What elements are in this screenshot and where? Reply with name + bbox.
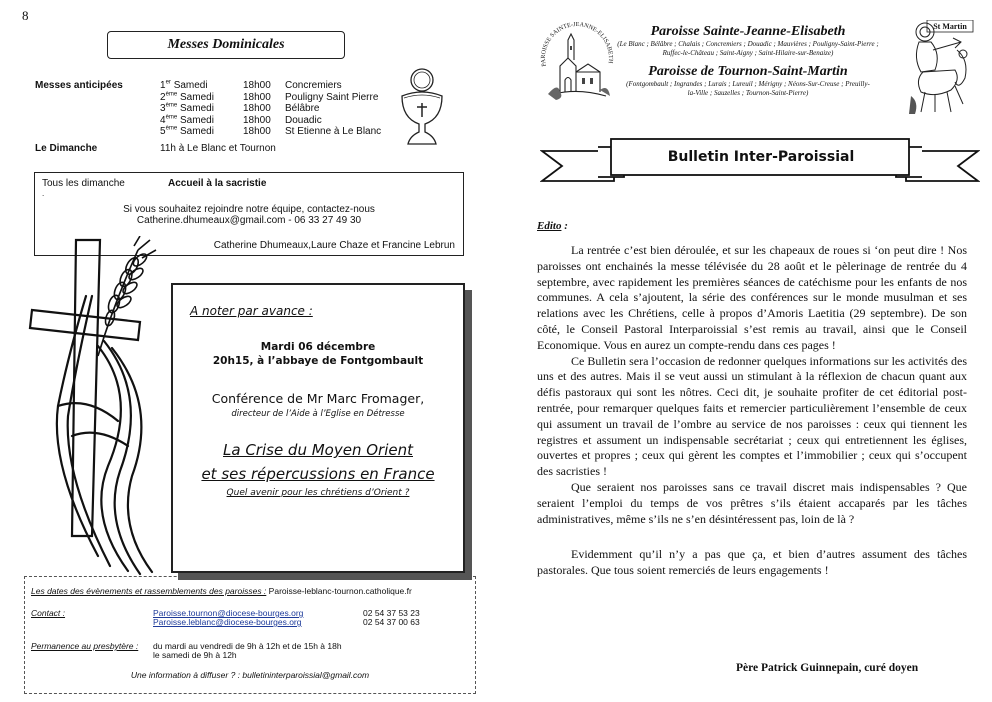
row-sup: ème bbox=[165, 114, 178, 121]
row-day: Samedi bbox=[180, 114, 214, 126]
row-day: Samedi bbox=[180, 103, 214, 114]
diffuser-line: Une information à diffuser ? : bulletininterparoissial@gmail.com bbox=[130, 670, 370, 680]
anticipees-row bbox=[160, 103, 400, 115]
noter-time-place: 20h15, à l’abbaye de Fontgombault bbox=[212, 355, 424, 367]
row-sup: er bbox=[165, 79, 171, 86]
noter-title-line1: La Crise du Moyen Orient bbox=[223, 441, 413, 459]
sacristie-left-label: Tous les dimanche bbox=[42, 178, 125, 189]
email-tournon-link[interactable]: Paroisse.tournon@diocese-bourges.org bbox=[153, 608, 304, 618]
sacristie-dot: . bbox=[42, 189, 45, 198]
row-ord: 5 bbox=[160, 126, 166, 137]
row-ord: 2 bbox=[160, 91, 166, 103]
info-box bbox=[24, 576, 476, 694]
sacristie-team: Catherine Dhumeaux,Laure Chaze et Francine Lebrun bbox=[213, 240, 455, 251]
permanence-line2: le samedi de 9h à 12h bbox=[153, 650, 237, 660]
row-sup: ème bbox=[165, 125, 178, 132]
edito-paragraph-2: Ce Bulletin sera l’occasion de redonner quelques informations sur les activités des uns et des autres. Mais il se veut aussi un stimulant à la réflexion de chacun quant aux défis pastoraux qui sont les nôtres. Ceci dit, je souhaite profiter de cet éditorial post-rentrée, pour remarquer quelques faits et remercier particulièrement l’ensemble de ceux qui assument un travail de l’ombre au service de nos paroisses : ceux qui tiennent les registres et assument un indispensable secrétariat ; ceux qui entretiennent les églises, ouvertes et propres ; ceux qui gèrent les comptes et l’immobilier ; ceux qui s’occupent des sacristies ! bbox=[537, 353, 967, 479]
row-ord: 3 bbox=[160, 103, 166, 114]
edito-paragraph-3: Que seraient nos paroisses sans ce travail discret mais indispensables ? Que seraient l’emploi du temps de vos prêtres s’ils étaient accaparés par les tâches administratives, même s’ils ne s’en désintéressent pas, loin de là ? bbox=[537, 479, 967, 526]
row-place: Pouligny Saint Pierre bbox=[285, 91, 379, 103]
noter-question: Quel avenir pour les chrétiens d’Orient ? bbox=[226, 488, 410, 498]
permanence-label: Permanence au presbytère : bbox=[31, 641, 139, 651]
row-place: Concremiers bbox=[285, 80, 342, 91]
chalice-icon bbox=[398, 66, 446, 148]
row-sup: ème bbox=[165, 91, 178, 98]
noter-title-line2: et ses répercussions en France bbox=[201, 465, 435, 483]
bulletin-title: Bulletin Inter-Paroissial bbox=[667, 149, 855, 165]
page-number: 8 bbox=[22, 8, 29, 23]
phone-tournon: 02 54 37 53 23 bbox=[363, 608, 420, 618]
anticipees-label: Messes anticipées bbox=[35, 80, 123, 91]
row-time: 18h00 bbox=[243, 126, 271, 137]
edito-label: Edito bbox=[537, 220, 562, 232]
row-place: Bélâbre bbox=[285, 103, 320, 114]
edito-paragraph-1: La rentrée c’est bien déroulée, et sur les chapeaux de roues si ‘on peut dire ! Nos paroisses ont enchainés la messe télévisée du 28 août et le pèlerinage de rentrée du 4 septembre, avec rapidement les premières séances de catéchisme pour les enfants de nos communes. A cela s’ajoutent, la série des conférences sur le monde musulman et ses relations avec les Chrétiens, celle à propos d’Amoris Laetitia (29 septembre). De son côté, le Conseil Pastoral Interparoissial s’est remis au travail, ainsi que le Conseil Economique. Vous en aurez un compte-rendu dans ces pages ! bbox=[537, 243, 967, 352]
row-day: Samedi bbox=[173, 80, 208, 91]
phone-leblanc: 02 54 37 00 63 bbox=[363, 617, 420, 627]
sacristie-join-line: Si vous souhaitez rejoindre notre équipe, contactez-nous bbox=[123, 204, 375, 215]
noter-heading: A noter par avance : bbox=[190, 304, 313, 318]
dimanche-value: 11h à Le Blanc et Tournon bbox=[160, 143, 276, 154]
row-time: 18h00 bbox=[243, 91, 271, 103]
row-ord: 1 bbox=[160, 80, 166, 91]
dates-value[interactable]: Paroisse-leblanc-tournon.catholique.fr bbox=[268, 586, 412, 596]
edito-heading bbox=[537, 220, 568, 232]
noter-date: Mardi 06 décembre bbox=[260, 341, 376, 353]
noter-conference: Conférence de Mr Marc Fromager, bbox=[211, 391, 425, 406]
row-day: Samedi bbox=[180, 126, 214, 137]
dimanche-label: Le Dimanche bbox=[35, 143, 98, 154]
paroisse2-sub: (Fontgombault ; Ingrandes ; Lurais ; Lureuil ; Mérigny ; Néons-Sur-Creuse ; Preuilly-la-Ville ; Sauzelles ; Tournon-Saint-Pierre) bbox=[626, 80, 870, 97]
martin-label: St Martin bbox=[933, 22, 967, 31]
contact-label: Contact : bbox=[31, 608, 66, 618]
edito-paragraph-4: Evidemment qu’il n’y a pas que ça, et bien d’autres assument des tâches pastorales. Que tous soient remerciés de leurs engagements ! bbox=[537, 547, 967, 578]
noter-role: directeur de l’Aide à l’Eglise en Détresse bbox=[231, 409, 405, 419]
cross-wheat-icon bbox=[28, 236, 178, 576]
paroisse-header bbox=[600, 24, 896, 98]
row-place: Douadic bbox=[285, 114, 322, 126]
saint-martin-icon bbox=[905, 20, 975, 116]
edito-colon: : bbox=[561, 220, 568, 232]
anticipees-row bbox=[160, 92, 400, 104]
anticipees-row bbox=[160, 80, 400, 92]
row-time: 18h00 bbox=[243, 80, 271, 91]
signature: Père Patrick Guinnepain, curé doyen bbox=[736, 662, 919, 674]
edito-body bbox=[537, 243, 967, 579]
anticipees-table bbox=[160, 80, 400, 138]
messes-title: Messes Dominicales bbox=[107, 31, 345, 59]
sacristie-contact: Catherine.dhumeaux@gmail.com - 06 33 27 49 30 bbox=[136, 215, 362, 226]
row-ord: 4 bbox=[160, 114, 166, 126]
row-time: 18h00 bbox=[243, 103, 271, 114]
anticipees-row bbox=[160, 115, 400, 127]
row-place: St Etienne à Le Blanc bbox=[285, 126, 382, 137]
permanence-line1: du mardi au vendredi de 9h à 12h et de 15h à 18h bbox=[153, 641, 342, 651]
email-leblanc-link[interactable]: Paroisse.leblanc@diocese-bourges.org bbox=[153, 617, 302, 627]
noter-box bbox=[171, 283, 465, 573]
row-sup: ème bbox=[165, 102, 178, 109]
paroisse1-title: Paroisse Sainte-Jeanne-Elisabeth bbox=[650, 24, 846, 39]
paroisse1-sub: (Le Blanc ; Bélâbre ; Chalais ; Concremiers ; Douadic ; Mauvières ; Pouligny-Saint-Pierre ; Ruffec-le-Château ; Saint-Aigny ; Saint-Hilaire-sur-Benaize) bbox=[617, 40, 879, 57]
paroisse2-title: Paroisse de Tournon-Saint-Martin bbox=[648, 64, 848, 79]
row-time: 18h00 bbox=[243, 114, 271, 126]
dates-label: Les dates des évènements et rassemblements des paroisses : bbox=[31, 586, 267, 596]
sacristie-title: Accueil à la sacristie bbox=[168, 178, 267, 189]
logo-ring-text: PAROISSE SAINTE-JEANNE-ELISABETH bbox=[539, 21, 615, 68]
row-day: Samedi bbox=[180, 91, 214, 103]
anticipees-row bbox=[160, 126, 400, 138]
